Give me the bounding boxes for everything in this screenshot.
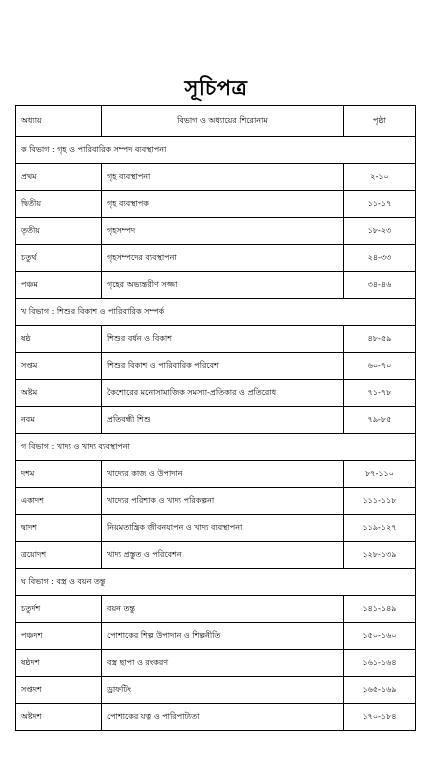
section-heading: ঘ বিভাগ : বস্ত্র ও বয়ন তন্তু — [16, 569, 416, 596]
chapter-row — [16, 380, 416, 407]
chapter-pages: ৪৮-৫৯ — [344, 326, 416, 353]
section-heading: খ বিভাগ : শিশুর বিকাশ ও পারিবারিক সম্পর্ক — [16, 299, 416, 326]
chapter-title: প্রতিবন্ধী শিশু — [102, 407, 344, 434]
section-row — [16, 137, 416, 164]
chapter-pages: ৭১-৭৮ — [344, 380, 416, 407]
chapter-pages: ১২৮-১৩৯ — [344, 542, 416, 569]
chapter-pages: ১৫০-১৬০ — [344, 623, 416, 650]
chapter-ordinal: সপ্তদশ — [16, 677, 102, 704]
header-chapter: অধ্যায় — [16, 106, 102, 137]
toc-body — [16, 137, 416, 731]
chapter-pages: ৭৯-৮৫ — [344, 407, 416, 434]
chapter-title: খাদ্য প্রস্তুত ও পরিবেশন — [102, 542, 344, 569]
chapter-title: শিশুর বর্ধন ও বিকাশ — [102, 326, 344, 353]
chapter-ordinal: ত্রয়োদশ — [16, 542, 102, 569]
chapter-row — [16, 164, 416, 191]
chapter-row — [16, 542, 416, 569]
chapter-pages: ১১৯-১২৭ — [344, 515, 416, 542]
chapter-ordinal: নবম — [16, 407, 102, 434]
section-heading: ক বিভাগ : গৃহ ও পারিবারিক সম্পদ ব্যবস্থাপনা — [16, 137, 416, 164]
chapter-pages: ২৪-৩৩ — [344, 245, 416, 272]
chapter-title: পোশাকের শিল্প উপাদান ও শিল্পনীতি — [102, 623, 344, 650]
chapter-ordinal: চতুর্থ — [16, 245, 102, 272]
chapter-title: খাদ্যের কাজ ও উপাদান — [102, 461, 344, 488]
chapter-title: ড্রাফটিং — [102, 677, 344, 704]
chapter-ordinal: ষষ্ঠ — [16, 326, 102, 353]
chapter-title: বয়ন তন্তু — [102, 596, 344, 623]
chapter-row — [16, 623, 416, 650]
chapter-row — [16, 326, 416, 353]
chapter-title: গৃহ ব্যবস্থাপনা — [102, 164, 344, 191]
chapter-pages: ২-১০ — [344, 164, 416, 191]
chapter-title: নিয়মতান্ত্রিক জীবনযাপন ও খাদ্য ব্যবস্থাপনা — [102, 515, 344, 542]
chapter-pages: ১১-১৭ — [344, 191, 416, 218]
chapter-pages: ১৬১-১৬৪ — [344, 650, 416, 677]
chapter-ordinal: পঞ্চদশ — [16, 623, 102, 650]
chapter-title: গৃহসম্পদ — [102, 218, 344, 245]
chapter-pages: ১৮-২৩ — [344, 218, 416, 245]
chapter-ordinal: ষষ্ঠদশ — [16, 650, 102, 677]
chapter-title: গৃহের অভ্যন্তরীণ সজ্জা — [102, 272, 344, 299]
section-row — [16, 434, 416, 461]
chapter-pages: ১৬৫-১৬৯ — [344, 677, 416, 704]
chapter-ordinal: পঞ্চম — [16, 272, 102, 299]
chapter-title: খাদ্যের পরিশাক ও খাদ্য পরিকল্পনা — [102, 488, 344, 515]
chapter-row — [16, 191, 416, 218]
chapter-ordinal: দ্বিতীয় — [16, 191, 102, 218]
chapter-title: শিশুর বিকাশ ও পারিবারিক পরিবেশ — [102, 353, 344, 380]
chapter-row — [16, 515, 416, 542]
section-row — [16, 299, 416, 326]
chapter-row — [16, 272, 416, 299]
chapter-title: কৈশোরের মনোসামাজিক সমস্যা-প্রতিকার ও প্রতিরোধ — [102, 380, 344, 407]
chapter-pages: ১৪১-১৪৯ — [344, 596, 416, 623]
chapter-ordinal: অষ্টম — [16, 380, 102, 407]
chapter-title: গৃহসম্পদের ব্যবস্থাপনা — [102, 245, 344, 272]
chapter-title: পোশাকের যত্ন ও পারিপাট্যতা — [102, 704, 344, 731]
chapter-row — [16, 353, 416, 380]
chapter-ordinal: অষ্টদশ — [16, 704, 102, 731]
chapter-row — [16, 245, 416, 272]
chapter-row — [16, 704, 416, 731]
section-row — [16, 569, 416, 596]
chapter-title: গৃহ ব্যবস্থাপক — [102, 191, 344, 218]
chapter-pages: ৩৪-৪৬ — [344, 272, 416, 299]
page-title: সূচিপত্র — [184, 76, 248, 100]
chapter-ordinal: তৃতীয় — [16, 218, 102, 245]
header-row — [16, 106, 416, 137]
chapter-ordinal: সপ্তম — [16, 353, 102, 380]
header-page: পৃষ্ঠা — [344, 106, 416, 137]
chapter-ordinal: একাদশ — [16, 488, 102, 515]
chapter-ordinal: প্রথম — [16, 164, 102, 191]
header-title: বিভাগ ও অধ্যায়ের শিরোনাম — [102, 106, 344, 137]
chapter-row — [16, 677, 416, 704]
toc-table — [15, 105, 416, 731]
chapter-row — [16, 650, 416, 677]
chapter-title: বস্ত্র ছাপা ও রংকরণ — [102, 650, 344, 677]
chapter-ordinal: চতুর্দশ — [16, 596, 102, 623]
chapter-row — [16, 461, 416, 488]
chapter-pages: ৮৭-১১০ — [344, 461, 416, 488]
chapter-row — [16, 488, 416, 515]
section-heading: গ বিভাগ : খাদ্য ও খাদ্য ব্যবস্থাপনা — [16, 434, 416, 461]
chapter-pages: ১১১-১১৮ — [344, 488, 416, 515]
chapter-row — [16, 218, 416, 245]
chapter-row — [16, 407, 416, 434]
chapter-ordinal: দশম — [16, 461, 102, 488]
chapter-ordinal: দ্বাদশ — [16, 515, 102, 542]
chapter-pages: ৬০-৭০ — [344, 353, 416, 380]
chapter-pages: ১৭০-১৮৪ — [344, 704, 416, 731]
chapter-row — [16, 596, 416, 623]
